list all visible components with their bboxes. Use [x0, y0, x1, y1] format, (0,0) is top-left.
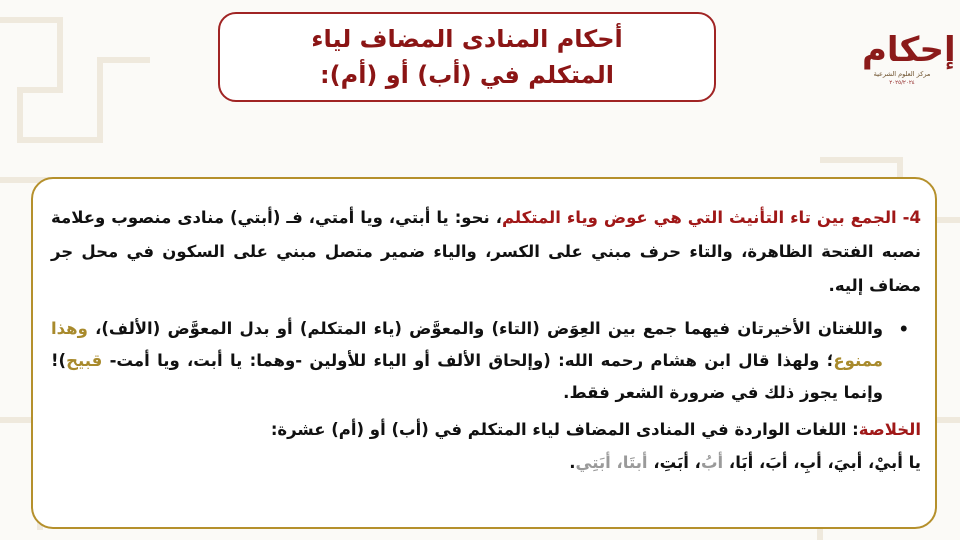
- bullet-text: [51, 313, 883, 409]
- point-4-body: ، نحو: يا أبتي، ويا أمتي، فـ (أبتي) منادى منصوب وعلامة نصبه الفتحة الظاهرة، والتاء حرف مبني على الكسر، والياء ضمير متصل مبني على السكون في محل جر مضاف إليه.: [51, 208, 921, 295]
- summary-line: [51, 413, 921, 446]
- bullet-item: [51, 313, 921, 409]
- summary-text: : اللغات الواردة في المنادى المضاف لياء المتكلم في (أب) أو (أم) عشرة:: [270, 420, 859, 439]
- title-line-2: المتكلم في (أب) أو (أم):: [320, 61, 614, 89]
- bullet-part-3: )! وإنما يجوز ذلك في ضرورة الشعر فقط.: [51, 351, 883, 402]
- forms-middle: ، أبَتِ،: [647, 453, 701, 472]
- bullet-part-2: ؛ ولهذا قال ابن هشام رحمه الله: (وإلحاق الألف أو الياء للأولين -وهما: يا أبت، ويا أمت-: [102, 351, 834, 370]
- forms-end: .: [569, 453, 576, 472]
- bullet-icon: •: [898, 320, 909, 339]
- summary-block: [51, 413, 921, 479]
- logo-version: ٢٠٢٥/٢٠٢٤: [889, 80, 915, 86]
- forms-gray-2: أبتَا، أبَتِي: [575, 453, 648, 472]
- forms-prefix: يا أبيْ، أبيَ، أبِ، أبَ، أبَا،: [723, 453, 921, 472]
- title-line-1: أحكام المنادى المضاف لياء: [311, 25, 623, 53]
- bullet-part-1: واللغتان الأخيرتان فيهما جمع بين العِوَض (التاء) والمعوَّض (ياء المتكلم) أو بدل المعوَّض (الألف)،: [87, 319, 883, 338]
- point-4-paragraph: [51, 201, 921, 303]
- bullet-highlight-forbidden: وهذا ممنوع: [51, 319, 883, 370]
- summary-forms: [51, 446, 921, 479]
- summary-label: الخلاصة: [858, 420, 921, 439]
- brand-logo: [862, 22, 956, 102]
- logo-mark: إحكام: [862, 30, 956, 70]
- content-box: [31, 177, 937, 529]
- point-4-label: 4- الجمع بين تاء التأنيث التي هي عوض وياء المتكلم: [501, 208, 921, 227]
- forms-gray-1: أبُ: [700, 453, 724, 472]
- bullet-highlight-ugly: قبيح: [66, 351, 103, 370]
- logo-subtitle: مركز العلوم الشرعية: [873, 70, 931, 78]
- title-box: [218, 12, 716, 102]
